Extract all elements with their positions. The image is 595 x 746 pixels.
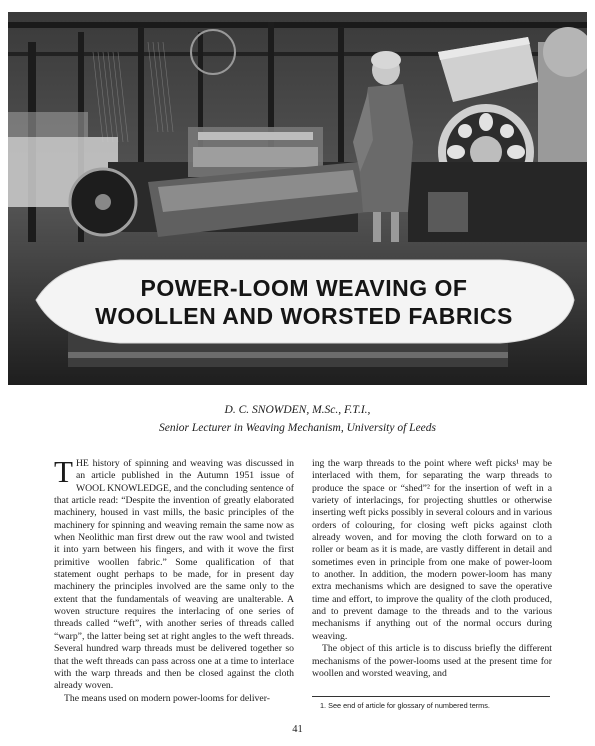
right-column bbox=[312, 458, 552, 680]
paragraph-intro-text: HE history of spinning and weaving was discussed in an article published in the Autumn 1951 issue of WOOL KNOWLEDGE, and the concluding sentence of that article read: “Despite the invention of greatly elaborated machinery, housed in vast mills, the basic principles of the machinery for spinning and weaving remain the same now as when Neolithic man first drew out the raw wool and twisted it into yarn between his fingers, and with it wove the first primitive woollen fabric.” Some qualification of that statement ought perhaps to be made, for in present day machinery the principles involved are the same only to the extent that the fundamentals of weaving are unalterable. A woven structure requires the interlacing of one series of threads called “weft”, with another series of threads called “warp”, the latter being set at right angles to the weft threads. Several hundred warp threads must be delivered together so that the weft threads can pass across one at a time to interlace with the warp threads and then be closed against the cloth already woven. bbox=[54, 458, 294, 692]
title-line-1: POWER-LOOM WEAVING OF bbox=[140, 274, 468, 301]
paragraph-intro bbox=[54, 454, 294, 693]
title-line-2: WOOLLEN AND WORSTED FABRICS bbox=[95, 302, 513, 329]
drop-cap: T bbox=[54, 454, 73, 489]
footnote: 1. See end of article for glossary of numbered terms. bbox=[320, 701, 490, 710]
paragraph-warp: ing the warp threads to the point where weft picks¹ may be interlaced with them, for separating the warp threads to produce the space or “shed”² for the insertion of weft in a variety of interlacings, for projecting shuttles or otherwise inserting weft picks possibly in several colours and in various orders of colouring, for closing weft picks against cloth already woven, and for moving the cloth forward on to a roller or beam as it is made, are vastly different in detail and sometimes even in principle from one make of power-loom to another. In addition, the modern power-loom has many extra mechanisms which are designed to save the operative time and effort, to improve the quality of the cloth produced, and to prevent damage to the threads and to the various mechanisms if anything out of the normal occurs during weaving. bbox=[312, 458, 552, 642]
page-number: 41 bbox=[292, 724, 303, 735]
paragraph-means: The means used on modern power-looms for deliver- bbox=[64, 692, 270, 704]
author-name: D. C. SNOWDEN, M.Sc., F.T.I., bbox=[224, 404, 371, 416]
left-column bbox=[54, 454, 294, 705]
author-affiliation: Senior Lecturer in Weaving Mechanism, University of Leeds bbox=[158, 422, 437, 434]
title-banner bbox=[30, 256, 578, 347]
paragraph-object: The object of this article is to discuss briefly the different mechanisms of the power-looms used at the present time for woollen and worsted weaving, and bbox=[312, 643, 552, 679]
footnote-divider bbox=[312, 696, 550, 697]
